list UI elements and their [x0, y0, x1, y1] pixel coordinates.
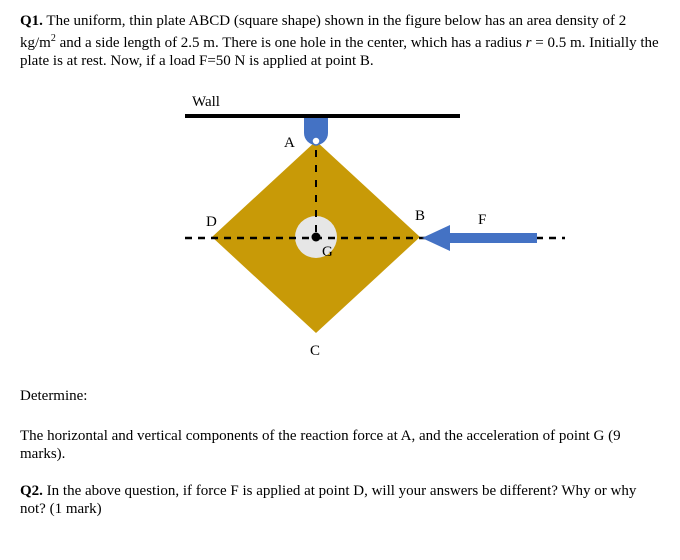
question-part: The horizontal and vertical components of the reaction force at A, and the acceleration of point G (9 marks). — [20, 428, 621, 462]
q1-text-post: and a side length of 2.5 m. There is one hole in the center, which has a radius — [55, 35, 526, 51]
label-force-f: F — [478, 212, 487, 228]
force-arrow-icon — [422, 225, 450, 251]
label-point-a: A — [284, 135, 295, 151]
q1-text-end: = 0.5 m. Initially the plate is at rest. Now, if a load F=50 N is applied at point B. — [20, 35, 659, 69]
point-g-dot — [312, 233, 321, 242]
q1-label: Q1. — [20, 13, 43, 29]
label-point-g: G — [322, 244, 333, 260]
q1-text-pre: The uniform, thin plate ABCD (square shape) shown in the figure below has an area density of 2 kg/m — [20, 13, 627, 51]
q1-superscript: 2 — [50, 33, 56, 44]
label-point-b: B — [415, 208, 426, 224]
pin-hinge — [312, 137, 320, 145]
determine-heading: Determine: — [20, 388, 88, 404]
force-arrow-shaft — [448, 233, 537, 243]
wall-label: Wall — [192, 94, 220, 110]
question-2 — [20, 482, 660, 518]
q2-label: Q2. — [20, 483, 43, 499]
q2-text: In the above question, if force F is applied at point D, will your answers be different? Why or why not? (1 mark) — [20, 483, 637, 517]
label-point-c: C — [310, 343, 321, 359]
label-point-d: D — [206, 214, 217, 230]
q1-radius-var: r — [525, 35, 532, 51]
